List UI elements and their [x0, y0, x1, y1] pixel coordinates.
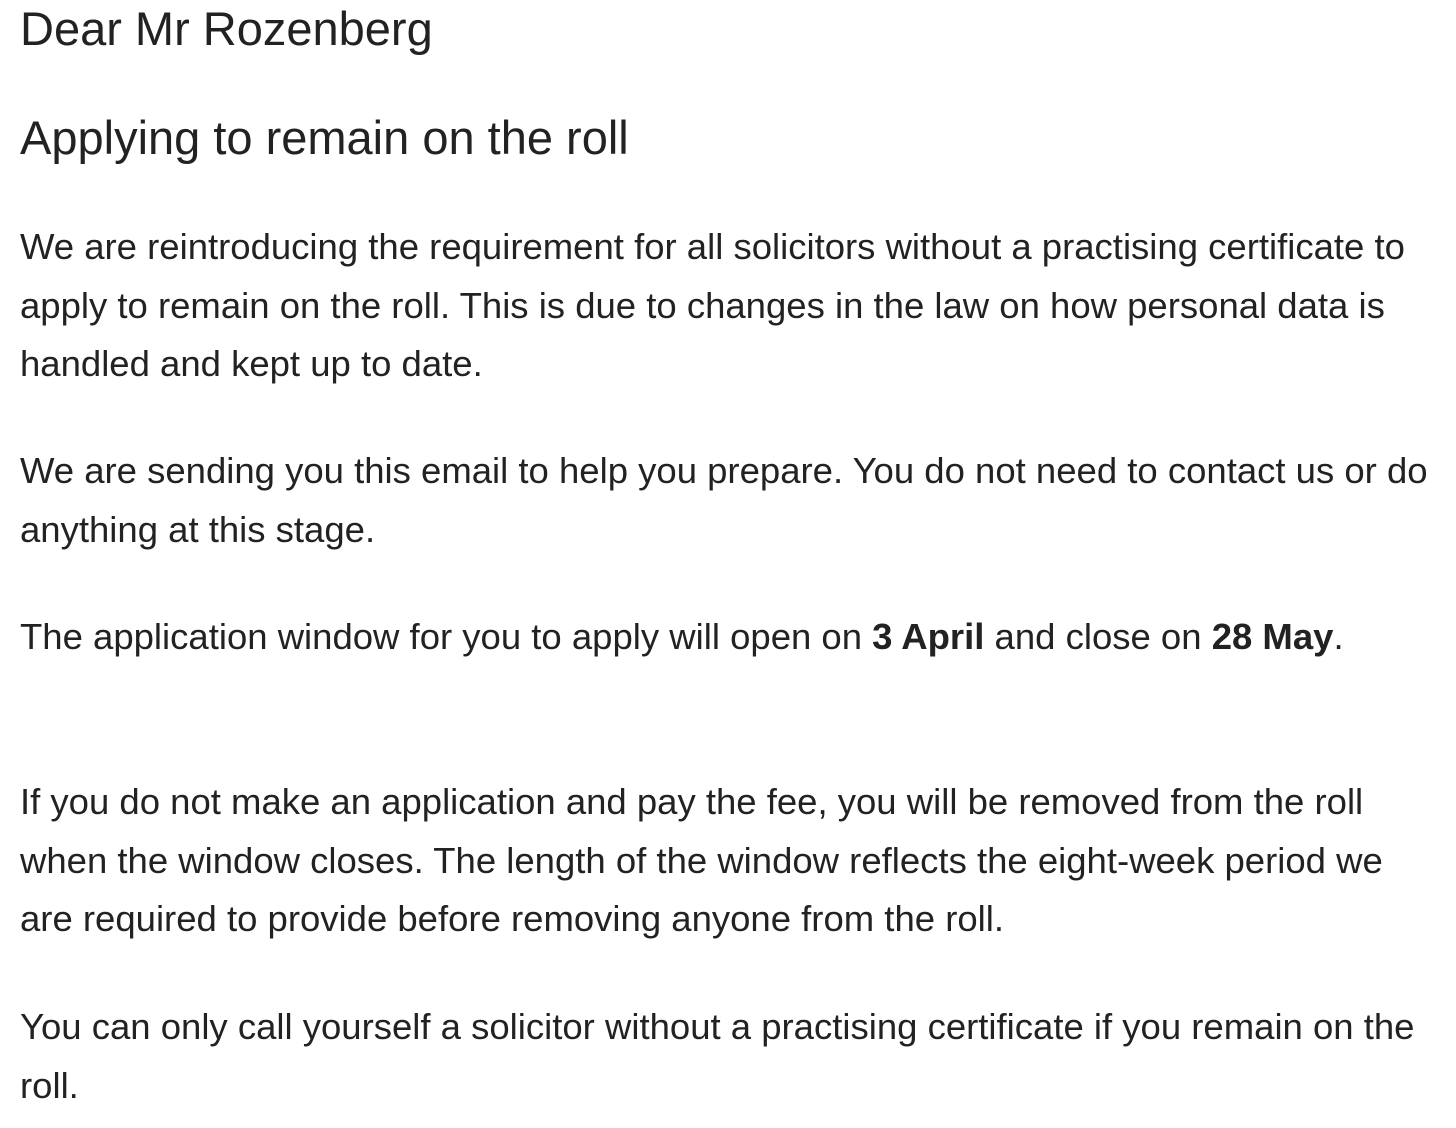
- paragraph-removal-warning: If you do not make an application and pay the fee, you will be removed from the roll when the window closes. The length of the window reflects the eight-week period we are required to provide before removing anyone from the roll.: [20, 781, 1383, 939]
- window-close-date: 28 May: [1211, 616, 1334, 657]
- salutation: Dear Mr Rozenberg: [20, 2, 433, 55]
- paragraph-application-window: [20, 608, 1440, 667]
- paragraph-title-use: You can only call yourself a solicitor without a practising certificate if you remain on the roll.: [20, 1006, 1415, 1106]
- window-text-after: .: [1333, 616, 1344, 657]
- window-text-between: and close on: [984, 616, 1212, 657]
- window-text-before: The application window for you to apply will open on: [20, 616, 873, 657]
- paragraph-prepare: We are sending you this email to help you prepare. You do not need to contact us or do anything at this stage.: [20, 450, 1428, 550]
- window-open-date: 3 April: [872, 616, 985, 657]
- paragraph-requirement: We are reintroducing the requirement for all solicitors without a practising certificate to apply to remain on the roll. This is due to changes in the law on how personal data is handled and kept up to date.: [20, 226, 1405, 384]
- email-subject-heading: Applying to remain on the roll: [20, 111, 629, 164]
